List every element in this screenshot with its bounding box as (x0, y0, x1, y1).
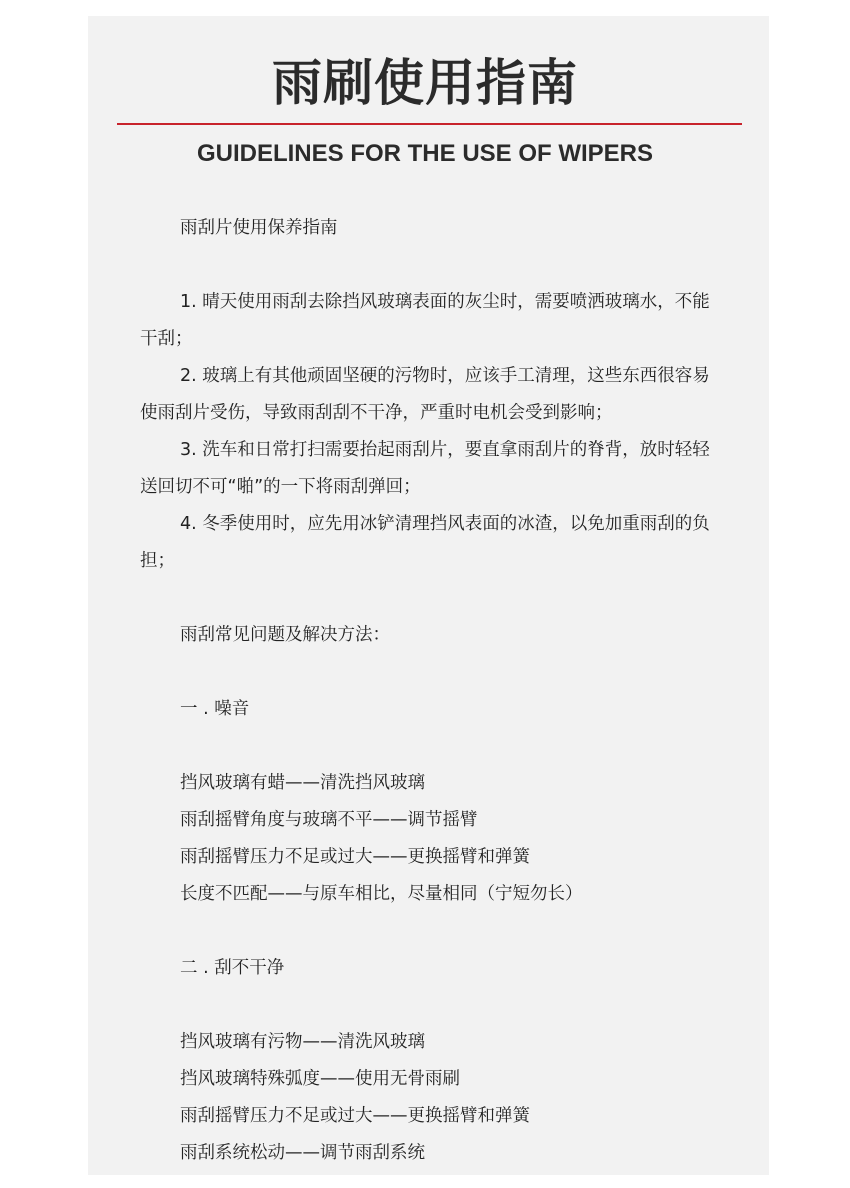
maintenance-item: 2. 玻璃上有其他顽固坚硬的污物时，应该手工清理，这些东西很容易使雨刮片受伤，导致雨刮刮不干净，严重时电机会受到影响； (140, 366, 710, 423)
page-subtitle: GUIDELINES FOR THE USE OF WIPERS (196, 140, 654, 167)
noise-heading: 一 . 噪音 (180, 699, 250, 719)
unclean-item: 挡风玻璃有污物——清洗风玻璃 (180, 1032, 425, 1052)
spacer (140, 654, 722, 691)
spacer (140, 580, 722, 617)
maintenance-item: 3. 洗车和日常打扫需要抬起雨刮片，要直拿雨刮片的脊背，放时轻轻送回切不可“啪”的一下将雨刮弹回； (140, 440, 710, 497)
maintenance-item: 4. 冬季使用时，应先用冰铲清理挡风表面的冰渣，以免加重雨刮的负担； (140, 514, 710, 571)
noise-item: 雨刮摇臂压力不足或过大——更换摇臂和弹簧 (180, 847, 530, 867)
unclean-item: 雨刮系统松动——调节雨刮系统 (180, 1143, 425, 1163)
spacer (140, 987, 722, 1024)
unclean-heading: 二 . 刮不干净 (180, 958, 285, 978)
guide-body (140, 210, 722, 1172)
title-divider (117, 123, 742, 125)
page-title: 雨刷使用指南 (272, 54, 578, 112)
spacer (140, 913, 722, 950)
spacer (140, 728, 722, 765)
spacer (140, 247, 722, 284)
unclean-item: 雨刮摇臂压力不足或过大——更换摇臂和弹簧 (180, 1106, 530, 1126)
noise-item: 挡风玻璃有蜡——清洗挡风玻璃 (180, 773, 425, 793)
noise-item: 长度不匹配——与原车相比，尽量相同（宁短勿长） (180, 884, 583, 904)
problems-heading: 雨刮常见问题及解决方法： (180, 625, 390, 645)
maintenance-item: 1. 晴天使用雨刮去除挡风玻璃表面的灰尘时，需要喷洒玻璃水，不能干刮； (140, 292, 710, 349)
unclean-item: 挡风玻璃特殊弧度——使用无骨雨刷 (180, 1069, 460, 1089)
maintenance-heading: 雨刮片使用保养指南 (180, 218, 338, 238)
noise-item: 雨刮摇臂角度与玻璃不平——调节摇臂 (180, 810, 478, 830)
